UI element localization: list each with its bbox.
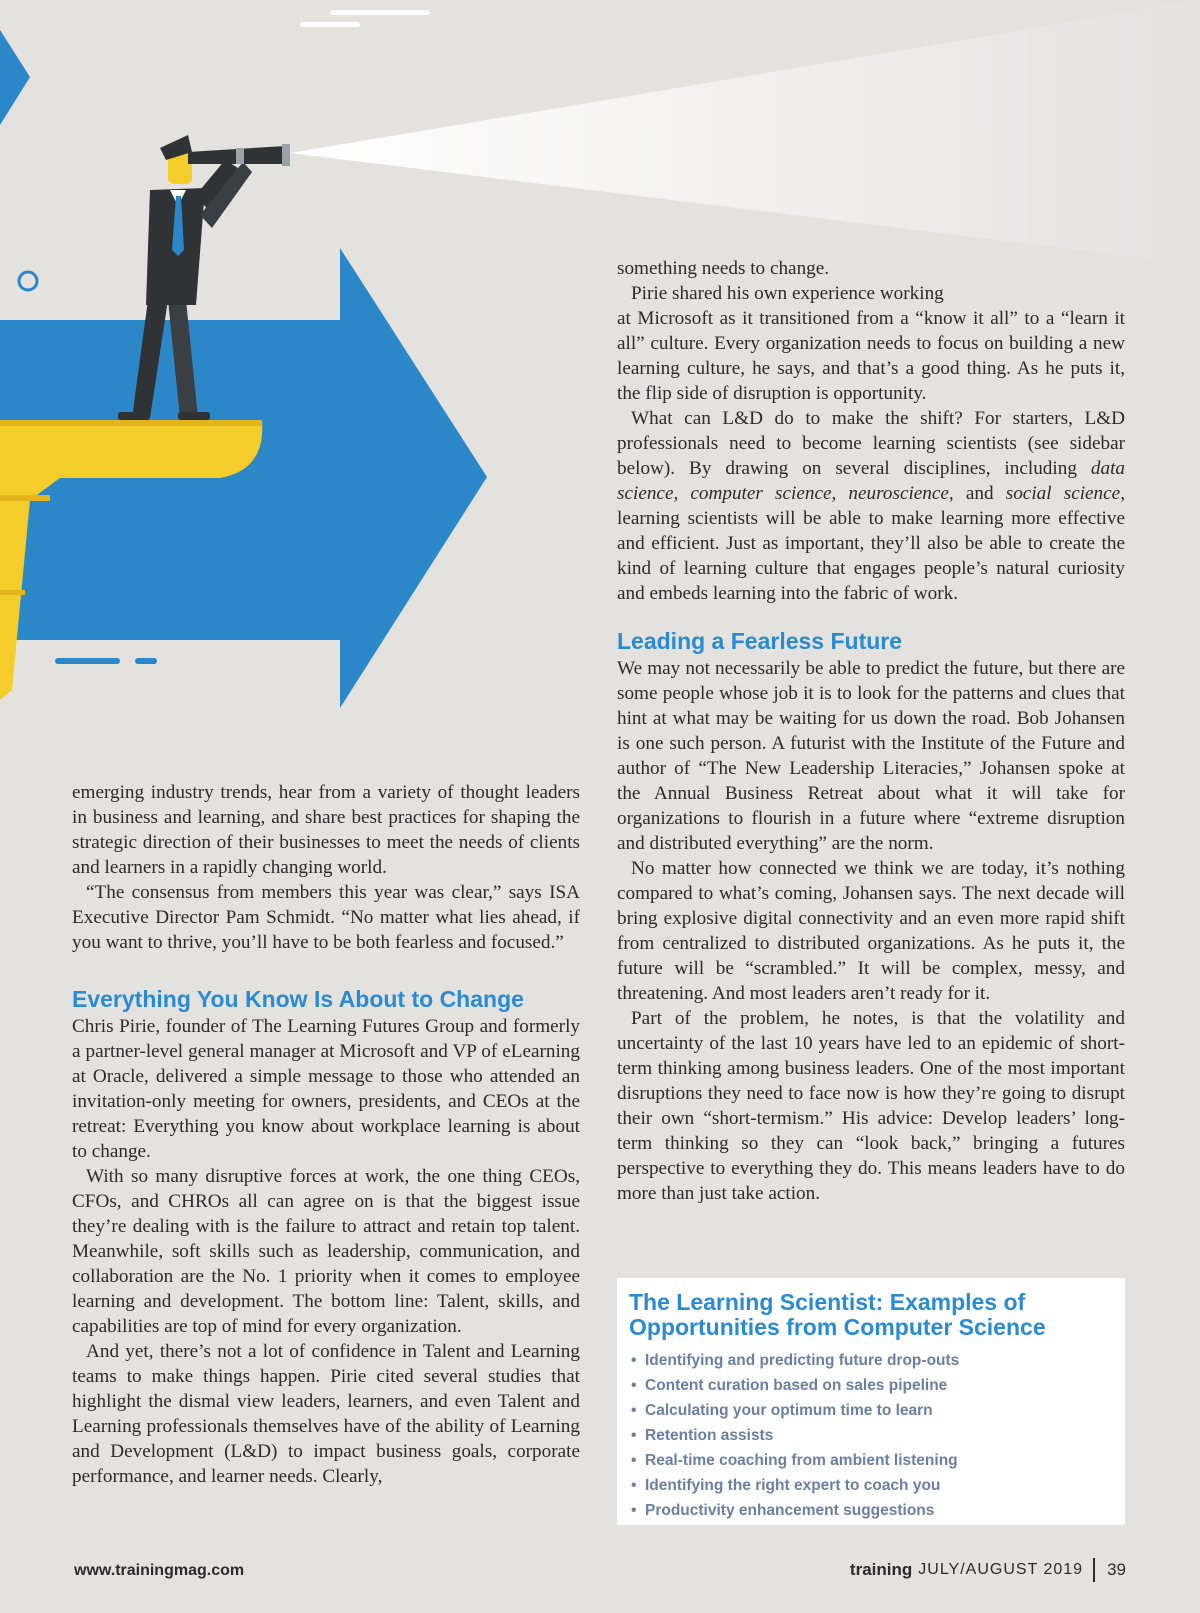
list-item-label: Retention assists bbox=[645, 1427, 774, 1444]
list-item-label: Content curation based on sales pipeline bbox=[645, 1377, 948, 1394]
issue-date: JULY/AUGUST 2019 bbox=[918, 1561, 1084, 1578]
bullet-icon: • bbox=[631, 1352, 637, 1369]
list-item bbox=[629, 1498, 1113, 1523]
bullet-icon: • bbox=[631, 1502, 637, 1519]
bullet-icon: • bbox=[631, 1427, 637, 1444]
section-heading: Everything You Know Is About to Change bbox=[72, 986, 524, 1012]
paragraph: emerging industry trends, hear from a variety of thought leaders in business and learning, and share best practices for shaping the strategic direction of their businesses to meet the needs of clients and learners in a rapidly changing world. bbox=[72, 782, 580, 878]
paragraph: No matter how connected we think we are today, it’s nothing compared to what’s coming, Johansen says. The next decade will bring explosive digital connectivity and an even more rapid shift from centralized to distributed organizations. As he puts it, the future will be “scrambled.” It will be complex, messy, and threatening. And most leaders aren’t ready for it. bbox=[617, 858, 1125, 1004]
paragraph: something needs to change. bbox=[617, 258, 830, 279]
magazine-name: training bbox=[849, 1560, 913, 1579]
text-run: learning scientists will be able to make learning more effective and efficient. Just as important, they’ll also be able to create the kind of learning culture that engages people’s natural curiosity and embeds learning into the fabric of work. bbox=[617, 508, 1125, 604]
list-item-label: Productivity enhancement suggestions bbox=[645, 1502, 935, 1519]
list-item bbox=[629, 1448, 1113, 1473]
list-item bbox=[629, 1473, 1113, 1498]
bullet-icon: • bbox=[631, 1402, 637, 1419]
text-run: What can L&D do to make the shift? For starters, L&D professionals need to become learning scientists (see sidebar below). By drawing on several disciplines, including bbox=[617, 408, 1125, 479]
website-url[interactable]: www.trainingmag.com bbox=[74, 1562, 245, 1579]
list-item bbox=[629, 1423, 1113, 1448]
section-heading: Leading a Fearless Future bbox=[617, 628, 903, 654]
list-item-label: Identifying the right expert to coach you bbox=[645, 1477, 941, 1494]
dash-decoration bbox=[135, 658, 157, 664]
paragraph: Part of the problem, he notes, is that the volatility and uncertainty of the last 10 years have led to an epidemic of short-term thinking among business leaders. One of the most important disruptions they need to face now is how they’re going to disrupt their own “short-termism.” His advice: Develop leaders’ long-term thinking so they can “look back,” bringing a futures perspective to everything they do. This means leaders have to do more than just take action. bbox=[617, 1008, 1125, 1204]
issue-info bbox=[850, 1558, 1126, 1582]
emphasis-text: social science, bbox=[1005, 483, 1125, 504]
dash-decoration bbox=[55, 658, 120, 664]
sidebar-list bbox=[629, 1348, 1113, 1523]
paragraph: Pirie shared his own experience working bbox=[631, 283, 944, 304]
left-column bbox=[72, 780, 580, 1489]
list-item bbox=[629, 1373, 1113, 1398]
list-item bbox=[629, 1398, 1113, 1423]
dash-decoration bbox=[330, 10, 430, 15]
bullet-icon: • bbox=[631, 1452, 637, 1469]
bullet-icon: • bbox=[631, 1377, 637, 1394]
bullet-icon: • bbox=[631, 1477, 637, 1494]
ring-decoration bbox=[19, 272, 37, 290]
blue-triangle-decoration bbox=[0, 30, 30, 125]
list-item-label: Real-time coaching from ambient listening bbox=[645, 1452, 958, 1469]
paragraph: With so many disruptive forces at work, the one thing CEOs, CFOs, and CHROs all can agree on is that the biggest issue they’re dealing with is the failure to attract and retain top talent. Meanwhile, soft skills such as leadership, communication, and collaboration are the No. 1 priority when it comes to employee learning and development. The bottom line: Talent, skills, and capabilities are top of mind for every organization. bbox=[72, 1166, 580, 1337]
right-column bbox=[617, 256, 1125, 1206]
paragraph: Chris Pirie, founder of The Learning Futures Group and formerly a partner-level general manager at Microsoft and VP of eLearning at Oracle, delivered a simple message to those who attended an invitation-only meeting for owners, presidents, and CEOs at the retreat: Everything you know about workplace learning is about to change. bbox=[72, 1016, 580, 1162]
list-item-label: Identifying and predicting future drop-outs bbox=[645, 1352, 960, 1369]
text-run: and bbox=[953, 483, 1006, 504]
paragraph: “The consensus from members this year was clear,” says ISA Executive Director Pam Schmidt. “No matter what lies ahead, if you want to thrive, you’ll have to be both fearless and focused.” bbox=[72, 882, 580, 953]
sidebar-title: The Learning Scientist: Examples of Opportunities from Computer Science bbox=[629, 1289, 1046, 1340]
paragraph: And yet, there’s not a lot of confidence in Talent and Learning teams to make things happen. Pirie cited several studies that highlight the dismal view leaders, learners, and even Talent and Learning professionals themselves have of the ability of Learning and Development (L&D) to impact business goals, corporate performance, and learner needs. Clearly, bbox=[72, 1341, 580, 1487]
list-item-label: Calculating your optimum time to learn bbox=[645, 1402, 933, 1419]
list-item bbox=[629, 1348, 1113, 1373]
page-footer bbox=[0, 1558, 1200, 1588]
paragraph bbox=[617, 406, 1125, 606]
sidebar-box bbox=[617, 1278, 1125, 1525]
paragraph: We may not necessarily be able to predict the future, but there are some people whose job it is to look for the patterns and clues that hint at what may be waiting for us down the road. Bob Johansen is one such person. A futurist with the Institute of the Future and author of “The New Leadership Literacies,” Johansen spoke at the Annual Business Retreat about what it will take for organizations to flourish in a future where “extreme disruption and distributed everything” are the norm. bbox=[617, 658, 1125, 854]
divider bbox=[1093, 1558, 1095, 1582]
emphasis-text: data science, computer science, neuroscience, bbox=[617, 458, 1125, 504]
light-beam bbox=[290, 0, 1200, 265]
dash-decoration bbox=[300, 22, 360, 27]
paragraph: at Microsoft as it transitioned from a “know it all” to a “learn it all” culture. Every organization needs to focus on building a new learning culture, he says, and that’s a good thing. As he puts it, the flip side of disruption is opportunity. bbox=[617, 308, 1125, 404]
page-number: 39 bbox=[1107, 1560, 1126, 1579]
